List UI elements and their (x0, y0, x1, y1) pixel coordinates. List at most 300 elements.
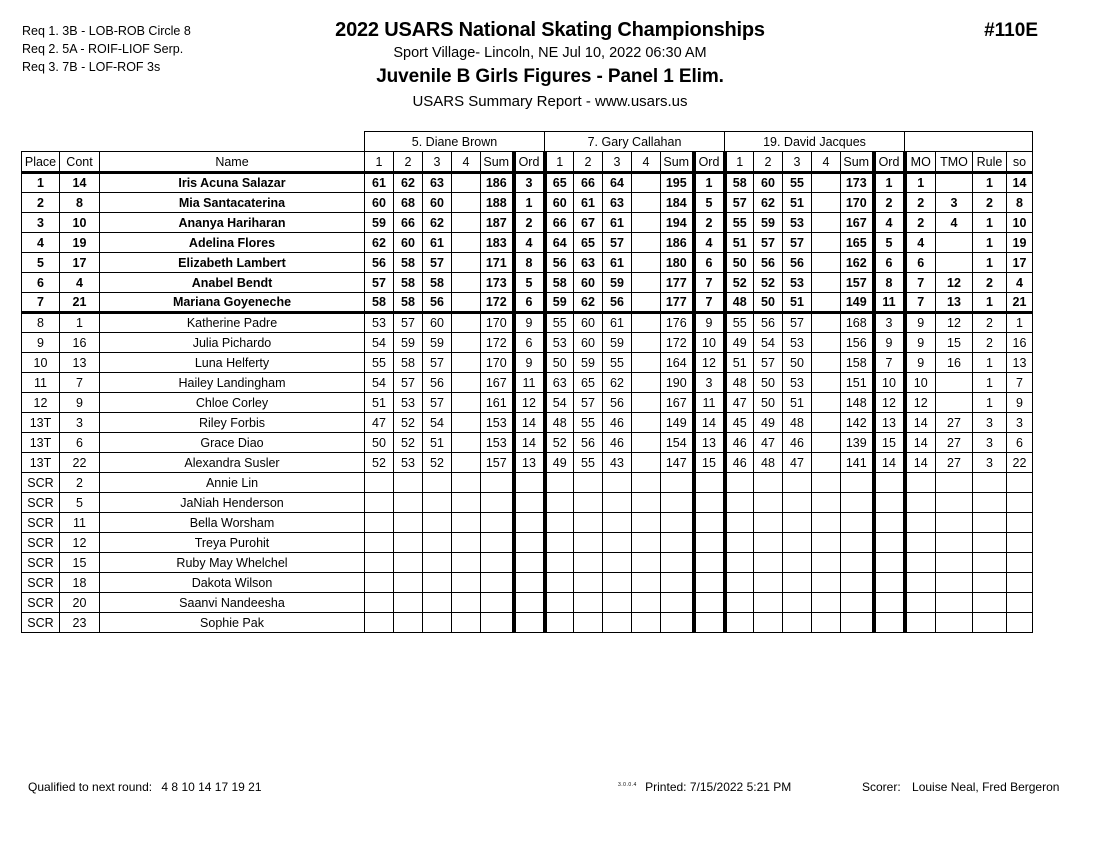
cell-j2-score-3: 64 (603, 173, 632, 193)
cell-j3-sum: 141 (841, 453, 874, 473)
cell-tmo: 12 (936, 313, 973, 333)
cell-j3-ord (874, 573, 905, 593)
header-j1-score-3: 3 (423, 152, 452, 173)
cell-rule (973, 513, 1007, 533)
event-title: Juvenile B Girls Figures - Panel 1 Elim. (376, 66, 724, 87)
cell-j3-ord: 4 (874, 213, 905, 233)
cell-j3-score-4 (812, 313, 841, 333)
cell-j2-score-1: 65 (545, 173, 574, 193)
championship-title: 2022 USARS National Skating Championships (335, 19, 765, 41)
qualified-label: Qualified to next round: (28, 780, 153, 794)
cell-j1-score-4 (452, 493, 481, 513)
cell-tmo (936, 393, 973, 413)
cell-j1-sum: 171 (481, 253, 514, 273)
cell-j2-score-3: 56 (603, 393, 632, 413)
cell-cont: 21 (60, 293, 100, 313)
cell-j1-score-1 (365, 493, 394, 513)
cell-j3-ord (874, 533, 905, 553)
table-row[interactable] (22, 413, 1033, 433)
cell-j1-score-3 (423, 473, 452, 493)
cell-mo: 1 (905, 173, 936, 193)
cell-j2-sum: 176 (661, 313, 694, 333)
cell-rule (973, 573, 1007, 593)
cell-j3-score-4 (812, 213, 841, 233)
cell-so: 10 (1007, 213, 1033, 233)
cell-j2-sum: 194 (661, 213, 694, 233)
table-row[interactable] (22, 513, 1033, 533)
cell-j2-score-3: 56 (603, 293, 632, 313)
cell-j2-score-1: 52 (545, 433, 574, 453)
cell-j1-sum (481, 613, 514, 633)
cell-j3-sum (841, 533, 874, 553)
cell-j1-score-4 (452, 573, 481, 593)
cell-place: SCR (22, 573, 60, 593)
cell-tmo (936, 473, 973, 493)
requirement-3: Req 3. 7B - LOF-ROF 3s (22, 60, 161, 74)
cell-j2-score-4 (632, 453, 661, 473)
cell-name: Anabel Bendt (100, 273, 365, 293)
cell-j2-sum: 186 (661, 233, 694, 253)
cell-j2-ord (694, 553, 725, 573)
cell-j3-score-3: 55 (783, 173, 812, 193)
cell-tmo (936, 253, 973, 273)
cell-j1-score-2 (394, 593, 423, 613)
cell-name: Bella Worsham (100, 513, 365, 533)
cell-so (1007, 513, 1033, 533)
cell-j2-score-4 (632, 473, 661, 493)
cell-j1-score-2: 58 (394, 253, 423, 273)
cell-j2-score-1: 49 (545, 453, 574, 473)
cell-j1-score-2: 52 (394, 433, 423, 453)
cell-j3-score-4 (812, 613, 841, 633)
version-mark: 3.0.0.4 (618, 782, 637, 788)
cell-j1-sum: 170 (481, 313, 514, 333)
results-table-container (21, 131, 1033, 633)
header-j3-score-4: 4 (812, 152, 841, 173)
cell-j2-score-4 (632, 433, 661, 453)
cell-j1-ord: 5 (514, 273, 545, 293)
cell-tmo (936, 553, 973, 573)
cell-j1-score-2 (394, 473, 423, 493)
cell-j2-score-2: 57 (574, 393, 603, 413)
cell-j3-score-3: 53 (783, 213, 812, 233)
cell-j3-sum: 148 (841, 393, 874, 413)
cell-j1-score-4 (452, 453, 481, 473)
cell-tmo (936, 493, 973, 513)
cell-mo: 4 (905, 233, 936, 253)
cell-j3-score-4 (812, 453, 841, 473)
cell-j3-score-4 (812, 393, 841, 413)
cell-j1-sum (481, 553, 514, 573)
cell-j2-ord: 12 (694, 353, 725, 373)
cell-cont: 19 (60, 233, 100, 253)
cell-j3-score-2: 56 (754, 253, 783, 273)
cell-j1-score-1: 60 (365, 193, 394, 213)
cell-so: 17 (1007, 253, 1033, 273)
cell-j1-score-4 (452, 473, 481, 493)
table-row[interactable] (22, 433, 1033, 453)
table-row[interactable] (22, 453, 1033, 473)
cell-so: 8 (1007, 193, 1033, 213)
cell-j3-score-4 (812, 293, 841, 313)
cell-mo: 10 (905, 373, 936, 393)
cell-mo (905, 513, 936, 533)
table-row[interactable] (22, 473, 1033, 493)
cell-j1-score-3: 54 (423, 413, 452, 433)
cell-rule: 2 (973, 313, 1007, 333)
cell-j1-score-1: 53 (365, 313, 394, 333)
cell-j2-score-1: 48 (545, 413, 574, 433)
cell-j3-sum: 158 (841, 353, 874, 373)
cell-rule (973, 533, 1007, 553)
cell-place: 7 (22, 293, 60, 313)
cell-rule: 1 (973, 173, 1007, 193)
header-j1-sum: Sum (481, 152, 514, 173)
cell-tmo (936, 513, 973, 533)
cell-place: 3 (22, 213, 60, 233)
cell-j1-score-2 (394, 553, 423, 573)
cell-j1-score-1 (365, 613, 394, 633)
cell-j3-score-4 (812, 253, 841, 273)
header-j3-sum: Sum (841, 152, 874, 173)
cell-rule: 2 (973, 333, 1007, 353)
cell-j3-sum (841, 573, 874, 593)
cell-j2-score-1 (545, 513, 574, 533)
cell-place: SCR (22, 593, 60, 613)
cell-j3-score-1 (725, 613, 754, 633)
cell-place: 1 (22, 173, 60, 193)
cell-j3-score-2: 60 (754, 173, 783, 193)
cell-mo: 14 (905, 433, 936, 453)
cell-j1-sum: 167 (481, 373, 514, 393)
cell-so (1007, 613, 1033, 633)
cell-j2-score-3 (603, 473, 632, 493)
cell-tmo (936, 533, 973, 553)
cell-tmo: 3 (936, 193, 973, 213)
cell-j1-score-1: 51 (365, 393, 394, 413)
cell-name: Chloe Corley (100, 393, 365, 413)
cell-j2-score-2: 60 (574, 273, 603, 293)
table-row[interactable] (22, 573, 1033, 593)
cell-j3-score-2 (754, 593, 783, 613)
printed-line (618, 780, 791, 794)
cell-j1-ord (514, 573, 545, 593)
cell-cont: 11 (60, 513, 100, 533)
cell-mo (905, 473, 936, 493)
header-j1-score-4: 4 (452, 152, 481, 173)
cell-j2-ord: 13 (694, 433, 725, 453)
cell-j2-score-1 (545, 613, 574, 633)
cell-j1-score-2: 68 (394, 193, 423, 213)
cell-j1-score-4 (452, 393, 481, 413)
cell-cont: 16 (60, 333, 100, 353)
cell-name: Hailey Landingham (100, 373, 365, 393)
cell-j3-score-1 (725, 593, 754, 613)
cell-j2-score-2: 56 (574, 433, 603, 453)
cell-so (1007, 573, 1033, 593)
cell-j3-sum (841, 473, 874, 493)
cell-j2-score-4 (632, 513, 661, 533)
cell-j3-ord: 14 (874, 453, 905, 473)
table-head (22, 132, 1033, 173)
cell-rule: 2 (973, 273, 1007, 293)
cell-j1-score-4 (452, 273, 481, 293)
cell-tmo (936, 613, 973, 633)
cell-j2-sum (661, 513, 694, 533)
cell-j2-score-1 (545, 493, 574, 513)
cell-j3-score-4 (812, 333, 841, 353)
cell-j2-score-3 (603, 573, 632, 593)
cell-name: Riley Forbis (100, 413, 365, 433)
cell-j2-score-2 (574, 473, 603, 493)
cell-j1-score-2: 58 (394, 273, 423, 293)
cell-j2-score-1 (545, 473, 574, 493)
title-block (0, 18, 1100, 113)
table-row[interactable] (22, 553, 1033, 573)
cell-so: 9 (1007, 393, 1033, 413)
cell-j3-score-4 (812, 433, 841, 453)
cell-rule: 1 (973, 253, 1007, 273)
cell-j1-ord: 4 (514, 233, 545, 253)
cell-name: Julia Pichardo (100, 333, 365, 353)
cell-mo (905, 573, 936, 593)
cell-j1-ord (514, 553, 545, 573)
table-row[interactable] (22, 193, 1033, 213)
header-j2-sum: Sum (661, 152, 694, 173)
table-row[interactable] (22, 253, 1033, 273)
cell-tmo: 12 (936, 273, 973, 293)
cell-rule: 1 (973, 233, 1007, 253)
cell-j1-score-1: 58 (365, 293, 394, 313)
cell-j1-score-2: 52 (394, 413, 423, 433)
header-name: Name (100, 152, 365, 173)
cell-j3-score-3 (783, 493, 812, 513)
cell-mo (905, 613, 936, 633)
cell-cont: 18 (60, 573, 100, 593)
cell-j2-score-3: 59 (603, 333, 632, 353)
cell-j2-score-4 (632, 173, 661, 193)
cell-j2-score-2: 60 (574, 313, 603, 333)
cell-cont: 12 (60, 533, 100, 553)
cell-j1-score-4 (452, 193, 481, 213)
header-tmo: TMO (936, 152, 973, 173)
cell-so: 22 (1007, 453, 1033, 473)
cell-j3-score-2: 56 (754, 313, 783, 333)
cell-place: SCR (22, 553, 60, 573)
cell-j2-sum: 184 (661, 193, 694, 213)
cell-j2-score-1: 59 (545, 293, 574, 313)
cell-j2-sum: 172 (661, 333, 694, 353)
cell-mo: 9 (905, 353, 936, 373)
cell-mo (905, 553, 936, 573)
cell-j1-ord: 14 (514, 413, 545, 433)
column-header-row (22, 152, 1033, 173)
judge-1-name: 5. Diane Brown (365, 132, 545, 152)
cell-j2-score-4 (632, 493, 661, 513)
cell-j2-score-4 (632, 353, 661, 373)
page-header (0, 0, 1100, 118)
cell-so: 14 (1007, 173, 1033, 193)
cell-j3-score-1 (725, 473, 754, 493)
cell-tmo (936, 233, 973, 253)
cell-j1-score-1: 61 (365, 173, 394, 193)
cell-j2-score-4 (632, 333, 661, 353)
table-row[interactable] (22, 213, 1033, 233)
cell-name: Annie Lin (100, 473, 365, 493)
cell-j2-score-2 (574, 573, 603, 593)
cell-j1-score-2: 58 (394, 353, 423, 373)
cell-j2-score-1: 63 (545, 373, 574, 393)
cell-j2-sum: 195 (661, 173, 694, 193)
cell-j3-score-4 (812, 193, 841, 213)
cell-j3-sum: 173 (841, 173, 874, 193)
cell-j3-score-2: 50 (754, 373, 783, 393)
cell-j1-score-3 (423, 613, 452, 633)
cell-j1-ord: 9 (514, 353, 545, 373)
cell-j3-score-1: 57 (725, 193, 754, 213)
cell-so (1007, 593, 1033, 613)
judge-band-spacer (22, 132, 60, 152)
cell-j3-score-1: 48 (725, 373, 754, 393)
cell-rule: 1 (973, 293, 1007, 313)
table-row[interactable] (22, 293, 1033, 313)
cell-j3-sum: 139 (841, 433, 874, 453)
cell-j1-score-3 (423, 553, 452, 573)
cell-j3-sum (841, 593, 874, 613)
cell-j1-ord (514, 533, 545, 553)
header-j1-ord: Ord (514, 152, 545, 173)
cell-j3-sum: 167 (841, 213, 874, 233)
cell-tmo (936, 373, 973, 393)
cell-j2-ord: 11 (694, 393, 725, 413)
scorer-line (862, 780, 1059, 794)
cell-j2-ord: 9 (694, 313, 725, 333)
qualified-line (28, 780, 262, 794)
cell-j2-score-4 (632, 253, 661, 273)
cell-j2-score-4 (632, 313, 661, 333)
cell-j1-score-4 (452, 333, 481, 353)
judge-2-name: 7. Gary Callahan (545, 132, 725, 152)
cell-j2-score-3: 57 (603, 233, 632, 253)
cell-name: Adelina Flores (100, 233, 365, 253)
cell-j1-score-3 (423, 533, 452, 553)
cell-place: 13T (22, 433, 60, 453)
cell-j2-score-4 (632, 233, 661, 253)
cell-j3-ord: 3 (874, 313, 905, 333)
cell-so (1007, 493, 1033, 513)
cell-j3-score-1: 55 (725, 213, 754, 233)
cell-j2-sum: 147 (661, 453, 694, 473)
cell-j1-ord: 11 (514, 373, 545, 393)
table-row[interactable] (22, 313, 1033, 333)
cell-j2-sum: 164 (661, 353, 694, 373)
cell-place: 12 (22, 393, 60, 413)
table-row[interactable] (22, 353, 1033, 373)
cell-cont: 9 (60, 393, 100, 413)
cell-j1-score-4 (452, 593, 481, 613)
header-j3-score-3: 3 (783, 152, 812, 173)
table-row[interactable] (22, 613, 1033, 633)
table-row[interactable] (22, 273, 1033, 293)
cell-j2-score-1: 58 (545, 273, 574, 293)
cell-j2-sum (661, 593, 694, 613)
cell-name: Mariana Goyeneche (100, 293, 365, 313)
cell-j3-ord (874, 613, 905, 633)
cell-j3-score-3 (783, 593, 812, 613)
cell-j3-score-2: 50 (754, 393, 783, 413)
cell-rule: 1 (973, 373, 1007, 393)
cell-j2-score-4 (632, 613, 661, 633)
cell-j2-score-3 (603, 533, 632, 553)
cell-j3-score-2: 47 (754, 433, 783, 453)
cell-j2-score-2 (574, 613, 603, 633)
cell-j3-score-4 (812, 233, 841, 253)
cell-j3-ord: 2 (874, 193, 905, 213)
table-row[interactable] (22, 533, 1033, 553)
table-row[interactable] (22, 333, 1033, 353)
table-row[interactable] (22, 393, 1033, 413)
cell-j3-score-3 (783, 553, 812, 573)
cell-j3-score-1 (725, 513, 754, 533)
header-j3-ord: Ord (874, 152, 905, 173)
cell-name: JaNiah Henderson (100, 493, 365, 513)
results-table (21, 131, 1033, 633)
cell-j3-score-4 (812, 573, 841, 593)
cell-rule: 1 (973, 353, 1007, 373)
cell-place: 9 (22, 333, 60, 353)
cell-j1-sum (481, 593, 514, 613)
cell-place: SCR (22, 513, 60, 533)
cell-name: Sophie Pak (100, 613, 365, 633)
cell-tmo: 4 (936, 213, 973, 233)
cell-j2-ord (694, 473, 725, 493)
cell-j1-score-2: 66 (394, 213, 423, 233)
cell-j1-sum: 183 (481, 233, 514, 253)
cell-j2-score-2 (574, 533, 603, 553)
cell-place: SCR (22, 533, 60, 553)
cell-j3-score-3: 48 (783, 413, 812, 433)
table-row[interactable] (22, 593, 1033, 613)
cell-j3-score-3: 53 (783, 373, 812, 393)
cell-so: 1 (1007, 313, 1033, 333)
cell-j1-ord (514, 613, 545, 633)
cell-j1-score-4 (452, 353, 481, 373)
cell-j1-score-1: 57 (365, 273, 394, 293)
cell-j1-score-4 (452, 413, 481, 433)
cell-j3-ord: 12 (874, 393, 905, 413)
cell-place: 6 (22, 273, 60, 293)
table-row[interactable] (22, 173, 1033, 193)
table-row[interactable] (22, 373, 1033, 393)
cell-j2-score-1 (545, 553, 574, 573)
table-row[interactable] (22, 233, 1033, 253)
cell-j2-ord (694, 533, 725, 553)
cell-j2-score-4 (632, 273, 661, 293)
cell-j1-score-1: 52 (365, 453, 394, 473)
cell-j3-score-2 (754, 553, 783, 573)
cell-j2-ord (694, 493, 725, 513)
cell-j2-sum: 154 (661, 433, 694, 453)
cell-tmo: 13 (936, 293, 973, 313)
cell-j1-score-2: 60 (394, 233, 423, 253)
cell-j2-sum: 190 (661, 373, 694, 393)
table-row[interactable] (22, 493, 1033, 513)
cell-j1-sum: 157 (481, 453, 514, 473)
cell-j3-score-3: 51 (783, 193, 812, 213)
cell-mo: 14 (905, 413, 936, 433)
cell-j1-score-1 (365, 513, 394, 533)
cell-place: 8 (22, 313, 60, 333)
